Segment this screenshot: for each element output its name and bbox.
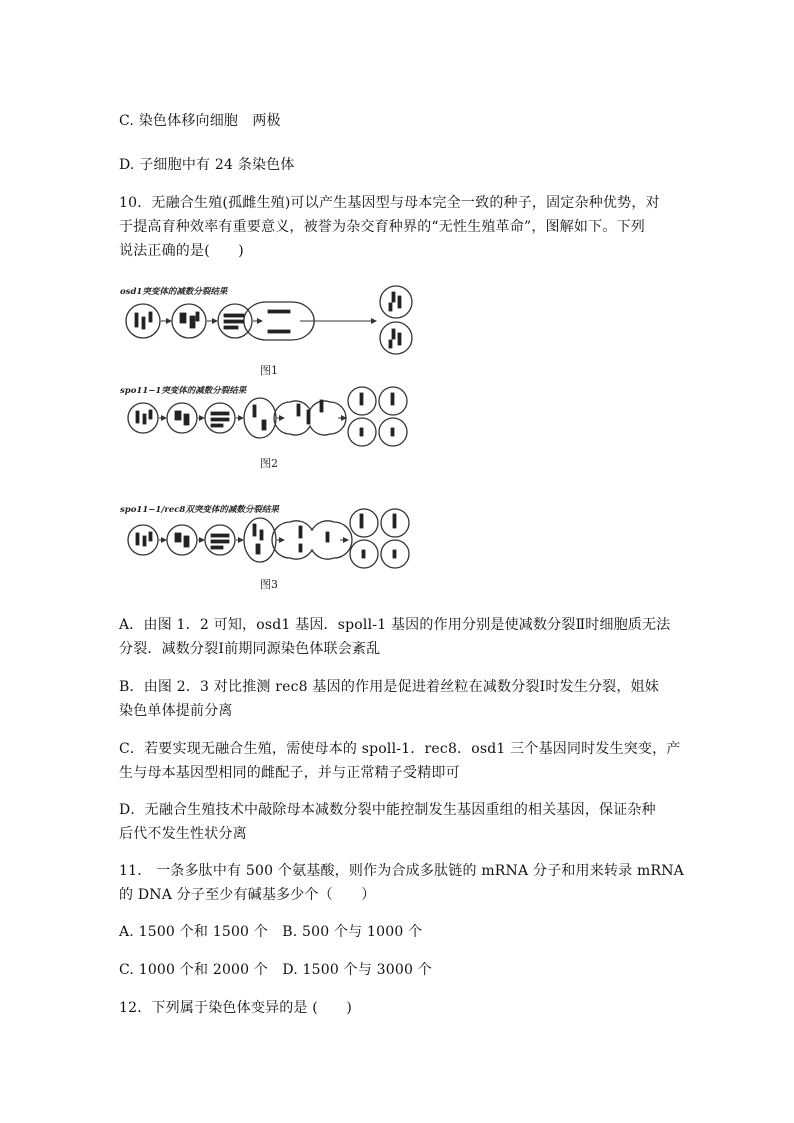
question-10-option-b: 染色单体提前分离 <box>119 703 233 719</box>
question-10-stem: 于提高育种效率有重要意义，被誉为杂交育种界的“无性生殖革命”，图解如下。下列 <box>119 219 645 235</box>
option-c-line: C. 染色体移向细胞 两极 <box>119 113 281 129</box>
figure-1-diagram <box>126 286 412 354</box>
figure-3-title: spo11−1/rec8双突变体的减数分裂结果 <box>120 505 279 515</box>
question-11-stem: 的 DNA 分子至少有碱基多少个（ ） <box>119 887 376 903</box>
question-10-stem: 说法正确的是( ) <box>119 243 244 259</box>
question-10-option-c: C．若要实现无融合生殖，需使母本的 spoll-1．rec8．osd1 三个基因同时发生突变，产 <box>119 741 681 757</box>
figure-3-caption: 图3 <box>260 578 278 591</box>
question-12-stem: 12．下列属于染色体变异的是 ( ) <box>119 1000 352 1016</box>
question-10-option-c: 生与母本基因型相同的雌配子，并与正常精子受精即可 <box>119 765 460 781</box>
question-10-option-b: B．由图 2．3 对比推测 rec8 基因的作用是促进着丝粒在减数分裂Ⅰ时发生分裂，姐妹 <box>119 679 659 695</box>
question-11-options-ab: A. 1500 个和 1500 个 B. 500 个与 1000 个 <box>119 924 423 940</box>
figure-1-caption: 图1 <box>260 364 278 377</box>
question-10-stem: 10．无融合生殖(孤雌生殖)可以产生基因型与母本完全一致的种子，固定杂种优势，对 <box>119 195 660 211</box>
question-11-stem: 11． 一条多肽中有 500 个氨基酸，则作为合成多肽链的 mRNA 分子和用来转录 mRNA <box>119 863 684 879</box>
question-10-option-a: A．由图 1．2 可知，osd1 基因．spoll-1 基因的作用分别是使减数分裂Ⅱ时细胞质无法 <box>119 617 671 633</box>
option-d-line: D. 子细胞中有 24 条染色体 <box>119 157 295 173</box>
question-11-options-cd: C. 1000 个和 2000 个 D. 1500 个与 3000 个 <box>119 962 432 978</box>
question-10-option-a: 分裂．减数分裂Ⅰ前期同源染色体联会紊乱 <box>119 641 381 657</box>
figure-2-caption: 图2 <box>260 457 278 470</box>
figure-2-title: spo11−1突变体的减数分裂结果 <box>120 386 247 396</box>
question-10-option-d: 后代不发生性状分离 <box>119 826 247 842</box>
figure-2-diagram <box>128 387 407 446</box>
question-10-option-d: D．无融合生殖技术中敲除母本减数分裂中能控制发生基因重组的相关基因，保证杂种 <box>119 802 656 818</box>
figure-3-diagram <box>128 509 409 568</box>
figure-1-title: osd1突变体的减数分裂结果 <box>120 287 228 297</box>
